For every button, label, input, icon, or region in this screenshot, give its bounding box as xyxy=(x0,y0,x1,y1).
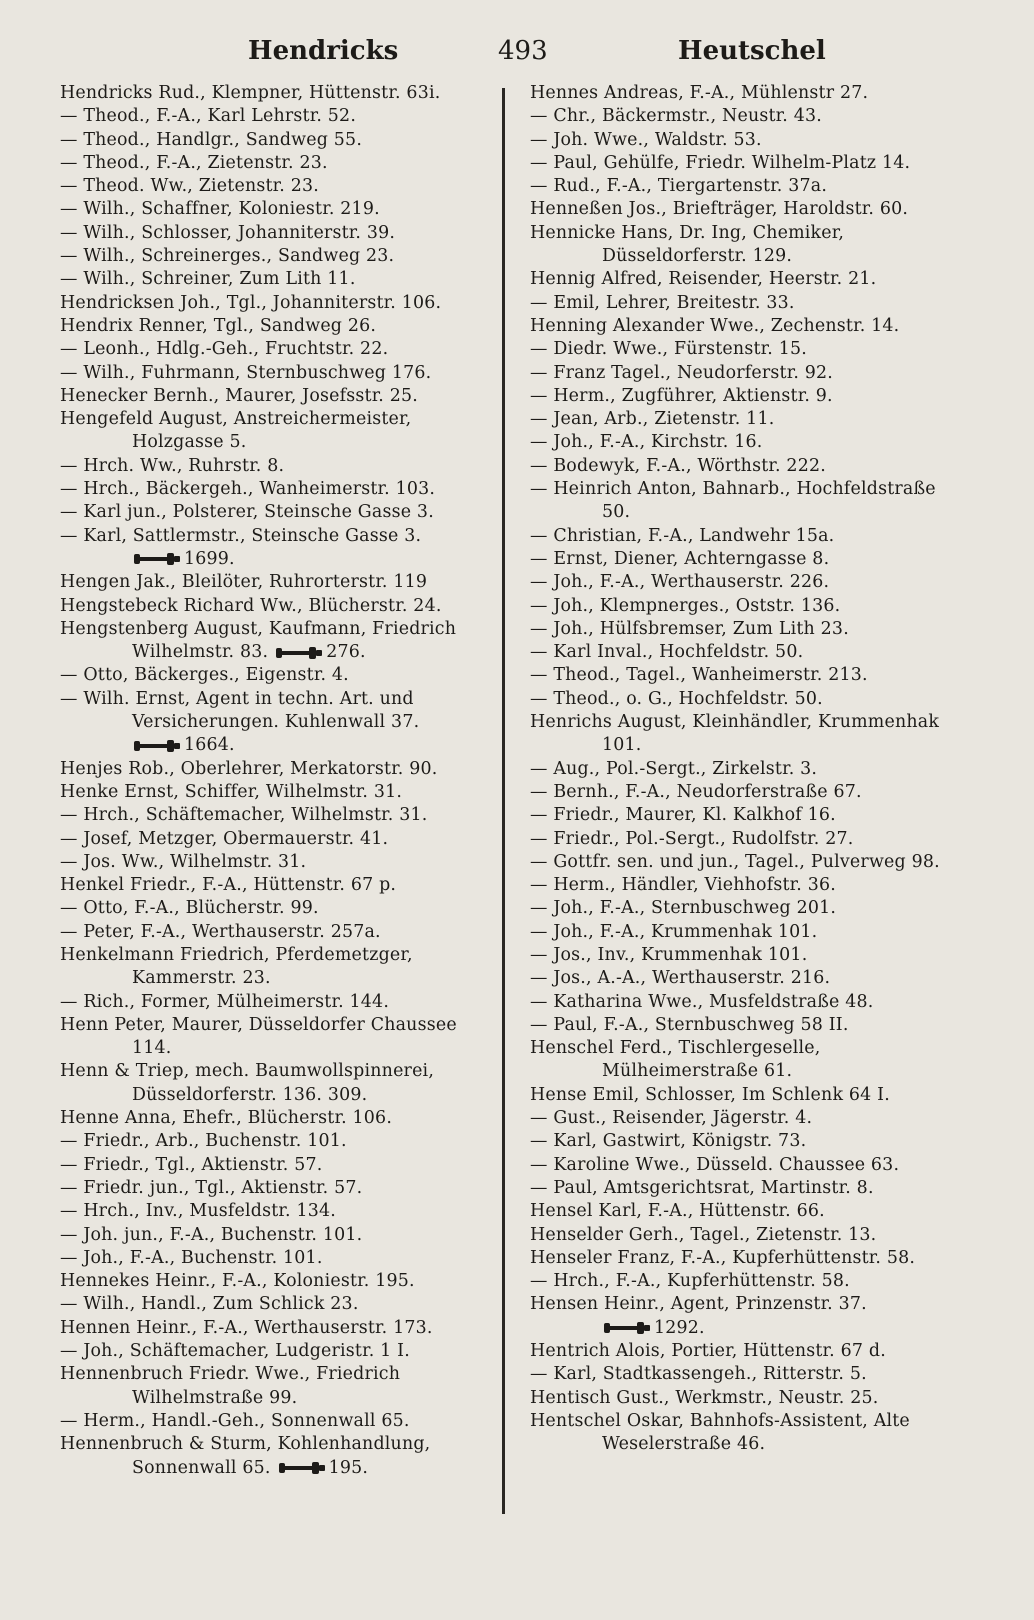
directory-entry xyxy=(530,1037,968,1084)
entry-text: — Katharina Wwe., Musfeldstraße 48. xyxy=(530,991,874,1012)
entry-text: — Theod., o. G., Hochfeldstr. 50. xyxy=(530,688,823,709)
directory-entry xyxy=(60,152,498,175)
directory-entry xyxy=(60,478,498,501)
entry-text: Henrichs August, Kleinhändler, Krummenhak 101. xyxy=(530,712,940,756)
entry-text: — Joh., F.-A., Buchenstr. 101. xyxy=(60,1247,323,1268)
directory-entry xyxy=(60,758,498,781)
directory-entry xyxy=(60,1014,498,1061)
entry-text: — Herm., Handl.-Geh., Sonnenwall 65. xyxy=(60,1410,410,1431)
column-divider xyxy=(502,88,505,1514)
entry-text: Henke Ernst, Schiffer, Wilhelmstr. 31. xyxy=(60,781,403,802)
entry-text: — Hrch. Ww., Ruhrstr. 8. xyxy=(60,455,285,476)
directory-entry xyxy=(60,175,498,198)
entry-text: Hendrix Renner, Tgl., Sandweg 26. xyxy=(60,315,377,336)
directory-entry xyxy=(60,198,498,221)
entry-text: — Karl, Sattlermstr., Steinsche Gasse 3. xyxy=(60,525,422,546)
directory-entry xyxy=(530,1387,968,1410)
entry-text: — Diedr. Wwe., Fürstenstr. 15. xyxy=(530,339,807,360)
entry-text: — Jos., A.-A., Werthauserstr. 216. xyxy=(530,968,831,989)
entry-text: — Joh., Hülfsbremser, Zum Lith 23. xyxy=(530,618,849,639)
header-left-keyword: Hendricks xyxy=(248,36,399,66)
page-number: 493 xyxy=(498,36,548,66)
directory-entry xyxy=(530,1270,968,1293)
directory-entry xyxy=(60,245,498,268)
entry-text: — Leonh., Hdlg.-Geh., Fruchtstr. 22. xyxy=(60,339,389,360)
directory-entry xyxy=(60,338,498,361)
entry-text: Hense Emil, Schlosser, Im Schlenk 64 I. xyxy=(530,1084,890,1105)
directory-entry xyxy=(530,315,968,338)
directory-entry xyxy=(60,804,498,827)
directory-entry xyxy=(530,478,968,525)
directory-entry xyxy=(60,1154,498,1177)
directory-entry xyxy=(530,1200,968,1223)
directory-entry xyxy=(530,688,968,711)
entry-text: — Aug., Pol.-Sergt., Zirkelstr. 3. xyxy=(530,758,818,779)
directory-entry xyxy=(60,991,498,1014)
entry-text: — Chr., Bäckermstr., Neustr. 43. xyxy=(530,106,822,127)
directory-entry xyxy=(60,595,498,618)
entry-text: — Otto, Bäckerges., Eigenstr. 4. xyxy=(60,665,349,686)
directory-entry xyxy=(530,362,968,385)
entry-text: — Christian, F.-A., Landwehr 15a. xyxy=(530,525,835,546)
entry-text: Hengen Jak., Bleilöter, Ruhrorterstr. 119 xyxy=(60,572,428,593)
entry-text: — Hrch., Schäftemacher, Wilhelmstr. 31. xyxy=(60,805,428,826)
directory-entry xyxy=(60,1363,498,1410)
entry-text: Hennig Alfred, Reisender, Heerstr. 21. xyxy=(530,269,877,290)
directory-entry xyxy=(60,1270,498,1293)
directory-entry xyxy=(60,1317,498,1340)
phone-number: 195. xyxy=(328,1457,369,1478)
entry-text: — Herm., Zugführer, Aktienstr. 9. xyxy=(530,385,833,406)
entry-text: Henjes Rob., Oberlehrer, Merkatorstr. 90. xyxy=(60,758,438,779)
telephone-receiver-icon xyxy=(276,647,322,659)
entry-text: Henne Anna, Ehefr., Blücherstr. 106. xyxy=(60,1108,393,1129)
directory-entry xyxy=(530,338,968,361)
entry-text: — Karl, Stadtkassengeh., Ritterstr. 5. xyxy=(530,1364,867,1385)
entry-text: Henselder Gerh., Tagel., Zietenstr. 13. xyxy=(530,1224,877,1245)
entry-text: Henning Alexander Wwe., Zechenstr. 14. xyxy=(530,315,900,336)
entry-text: — Herm., Händler, Viehhofstr. 36. xyxy=(530,875,836,896)
entry-text: Hennenbruch & Sturm, Kohlenhandlung, Sonnenwall 65. xyxy=(60,1434,431,1478)
directory-entry xyxy=(530,1340,968,1363)
entry-text: — Friedr., Pol.-Sergt., Rudolfstr. 27. xyxy=(530,828,854,849)
entry-text: Henseler Franz, F.-A., Kupferhüttenstr. 58. xyxy=(530,1247,916,1268)
entry-text: — Bernh., F.-A., Neudorferstraße 67. xyxy=(530,781,862,802)
directory-entry xyxy=(60,1293,498,1316)
directory-entry xyxy=(60,921,498,944)
entry-text: Hengstenberg August, Kaufmann, Friedrich Wilhelmstr. 83. xyxy=(60,618,457,663)
directory-entry xyxy=(60,874,498,897)
directory-entry xyxy=(60,408,498,455)
directory-entry xyxy=(60,1433,498,1480)
telephone-receiver-icon xyxy=(279,1462,325,1474)
directory-entry xyxy=(60,618,498,665)
directory-entry xyxy=(530,408,968,431)
directory-entry xyxy=(530,1247,968,1270)
directory-entry xyxy=(530,1410,968,1457)
directory-entry xyxy=(60,1107,498,1130)
entry-text: — Paul, Amtsgerichtsrat, Martinstr. 8. xyxy=(530,1177,874,1198)
directory-entry xyxy=(530,944,968,967)
entry-text: Hennicke Hans, Dr. Ing, Chemiker, Düsseldorferstr. 129. xyxy=(530,222,845,267)
entry-text: — Franz Tagel., Neudorferstr. 92. xyxy=(530,362,834,383)
directory-entry xyxy=(530,664,968,687)
entry-text: Henn & Triep, mech. Baumwollspinnerei, Düsseldorferstr. 136. 309. xyxy=(60,1061,435,1105)
entry-text: Hengefeld August, Anstreichermeister, Holzgasse 5. xyxy=(60,409,412,453)
entry-text: Hentrich Alois, Portier, Hüttenstr. 67 d. xyxy=(530,1341,886,1362)
directory-entry xyxy=(530,595,968,618)
entry-text: — Ernst, Diener, Achterngasse 8. xyxy=(530,548,830,569)
directory-entry xyxy=(530,618,968,641)
entry-text: — Rud., F.-A., Tiergartenstr. 37a. xyxy=(530,176,828,197)
entry-text: Hengstebeck Richard Ww., Blücherstr. 24. xyxy=(60,595,442,616)
entry-text: — Hrch., F.-A., Kupferhüttenstr. 58. xyxy=(530,1271,850,1292)
directory-entry xyxy=(530,222,968,269)
directory-entry xyxy=(530,781,968,804)
directory-entry xyxy=(60,664,498,687)
entry-text: — Friedr., Maurer, Kl. Kalkhof 16. xyxy=(530,805,836,826)
directory-entry xyxy=(530,1177,968,1200)
entry-text: — Gottfr. sen. und jun., Tagel., Pulverweg 98. xyxy=(530,851,940,872)
entry-text: — Karoline Wwe., Düsseld. Chaussee 63. xyxy=(530,1154,900,1175)
directory-entry xyxy=(530,804,968,827)
directory-entry xyxy=(60,82,498,105)
entry-text: — Karl, Gastwirt, Königstr. 73. xyxy=(530,1131,807,1152)
directory-entry xyxy=(60,548,498,571)
directory-entry xyxy=(60,688,498,735)
directory-entry xyxy=(60,315,498,338)
entry-text: — Friedr., Tgl., Aktienstr. 57. xyxy=(60,1154,323,1175)
directory-entry xyxy=(60,734,498,757)
directory-entry xyxy=(60,268,498,291)
directory-entry xyxy=(530,851,968,874)
directory-entry xyxy=(530,1014,968,1037)
directory-entry xyxy=(530,548,968,571)
directory-entry xyxy=(60,1060,498,1107)
directory-entry xyxy=(530,1154,968,1177)
entry-text: Henkel Friedr., F.-A., Hüttenstr. 67 p. xyxy=(60,875,397,896)
directory-entry xyxy=(60,1247,498,1270)
directory-entry xyxy=(530,1317,968,1340)
directory-entry xyxy=(60,1340,498,1363)
directory-entry xyxy=(60,1130,498,1153)
entry-text: — Theod. Ww., Zietenstr. 23. xyxy=(60,176,319,197)
directory-entry xyxy=(60,455,498,478)
directory-entry xyxy=(530,525,968,548)
directory-entry xyxy=(60,222,498,245)
directory-entry xyxy=(60,1410,498,1433)
phone-number: 276. xyxy=(326,642,366,663)
telephone-receiver-icon xyxy=(604,1322,650,1334)
directory-entry xyxy=(530,82,968,105)
entry-text: — Karl Inval., Hochfeldstr. 50. xyxy=(530,642,804,663)
entry-text: Hennes Andreas, F.-A., Mühlenstr 27. xyxy=(530,83,869,103)
entry-text: — Hrch., Inv., Musfeldstr. 134. xyxy=(60,1201,336,1222)
directory-entry xyxy=(530,758,968,781)
directory-entry xyxy=(530,571,968,594)
directory-entry xyxy=(530,431,968,454)
directory-entry xyxy=(60,385,498,408)
entry-text: Hensen Heinr., Agent, Prinzenstr. 37. xyxy=(530,1294,867,1315)
directory-entry xyxy=(530,268,968,291)
directory-entry xyxy=(530,105,968,128)
entry-text: — Joh. jun., F.-A., Buchenstr. 101. xyxy=(60,1224,363,1245)
entry-text: — Paul, Gehülfe, Friedr. Wilhelm-Platz 14. xyxy=(530,152,911,173)
directory-entry xyxy=(60,501,498,524)
directory-entry xyxy=(60,571,498,594)
directory-entry xyxy=(530,1084,968,1107)
entry-text: — Paul, F.-A., Sternbuschweg 58 II. xyxy=(530,1014,849,1035)
directory-entry xyxy=(530,1130,968,1153)
directory-entry xyxy=(530,152,968,175)
directory-entry xyxy=(530,641,968,664)
directory-entry xyxy=(60,828,498,851)
directory-entry xyxy=(530,385,968,408)
entry-text: — Gust., Reisender, Jägerstr. 4. xyxy=(530,1108,813,1129)
directory-entry xyxy=(530,828,968,851)
entry-text: — Jean, Arb., Zietenstr. 11. xyxy=(530,409,775,430)
entry-text: — Joh., F.-A., Sternbuschweg 201. xyxy=(530,898,837,919)
directory-entry xyxy=(530,129,968,152)
entry-text: Hennekes Heinr., F.-A., Koloniestr. 195. xyxy=(60,1271,415,1292)
entry-text: — Joh. Wwe., Waldstr. 53. xyxy=(530,129,762,150)
directory-entry xyxy=(60,1200,498,1223)
entry-text: — Joh., Klempnerges., Oststr. 136. xyxy=(530,595,841,616)
entry-text: — Jos. Ww., Wilhelmstr. 31. xyxy=(60,851,307,872)
directory-entry xyxy=(530,897,968,920)
entry-text: — Otto, F.-A., Blücherstr. 99. xyxy=(60,898,319,919)
directory-entry xyxy=(530,874,968,897)
entry-text: — Wilh., Fuhrmann, Sternbuschweg 176. xyxy=(60,362,432,383)
entry-text: — Karl jun., Polsterer, Steinsche Gasse 3. xyxy=(60,502,434,523)
entry-text: — Joh., F.-A., Krummenhak 101. xyxy=(530,921,818,942)
entry-text: — Hrch., Bäckergeh., Wanheimerstr. 103. xyxy=(60,479,436,500)
left-column xyxy=(60,82,498,1480)
entry-text: — Wilh., Schaffner, Koloniestr. 219. xyxy=(60,199,380,220)
entry-text: — Joh., Schäftemacher, Ludgeristr. 1 I. xyxy=(60,1341,410,1362)
directory-entry xyxy=(60,525,498,548)
entry-text: Henschel Ferd., Tischlergeselle, Mülheimerstraße 61. xyxy=(530,1038,821,1082)
entry-text: — Jos., Inv., Krummenhak 101. xyxy=(530,944,808,965)
directory-entry xyxy=(60,897,498,920)
header-right-keyword: Heutschel xyxy=(678,36,826,66)
entry-text: — Theod., F.-A., Zietenstr. 23. xyxy=(60,152,328,173)
entry-text: Henneßen Jos., Briefträger, Haroldstr. 60. xyxy=(530,199,909,220)
entry-text: — Emil, Lehrer, Breitestr. 33. xyxy=(530,292,795,313)
directory-entry xyxy=(60,105,498,128)
entry-text: — Bodewyk, F.-A., Wörthstr. 222. xyxy=(530,455,826,476)
directory-entry xyxy=(530,921,968,944)
right-column xyxy=(530,82,968,1457)
phone-number: 1292. xyxy=(654,1317,705,1338)
directory-entry xyxy=(60,851,498,874)
page-header xyxy=(0,32,1034,72)
directory-entry xyxy=(530,991,968,1014)
entry-text: Hentisch Gust., Werkmstr., Neustr. 25. xyxy=(530,1387,879,1408)
entry-text: — Theod., Tagel., Wanheimerstr. 213. xyxy=(530,665,868,686)
entry-text: Hendricks Rud., Klempner, Hüttenstr. 63i. xyxy=(60,83,441,103)
entry-text: — Wilh., Schlosser, Johanniterstr. 39. xyxy=(60,222,396,243)
entry-text: Henkelmann Friedrich, Pferdemetzger, Kammerstr. 23. xyxy=(60,944,413,989)
directory-entry xyxy=(60,292,498,315)
directory-entry xyxy=(530,198,968,221)
entry-text: — Joh., F.-A., Kirchstr. 16. xyxy=(530,432,763,453)
directory-entry xyxy=(60,781,498,804)
entry-text: Hentschel Oskar, Bahnhofs-Assistent, Alte Weselerstraße 46. xyxy=(530,1410,910,1455)
phone-number: 1699. xyxy=(184,548,235,569)
directory-entry xyxy=(530,1107,968,1130)
directory-entry xyxy=(60,1177,498,1200)
directory-entry xyxy=(530,967,968,990)
entry-text: — Friedr. jun., Tgl., Aktienstr. 57. xyxy=(60,1177,363,1198)
entry-text: — Joh., F.-A., Werthauserstr. 226. xyxy=(530,572,830,593)
entry-text: — Wilh. Ernst, Agent in techn. Art. und Versicherungen. Kuhlenwall 37. xyxy=(60,688,420,733)
entry-text: Henn Peter, Maurer, Düsseldorfer Chaussee 114. xyxy=(60,1014,457,1059)
entry-text: — Wilh., Schreiner, Zum Lith 11. xyxy=(60,269,356,290)
entry-text: — Theod., Handlgr., Sandweg 55. xyxy=(60,129,363,150)
directory-entry xyxy=(530,455,968,478)
entry-text: — Heinrich Anton, Bahnarb., Hochfeldstraße 50. xyxy=(530,479,936,523)
directory-entry xyxy=(60,362,498,385)
entry-text: — Friedr., Arb., Buchenstr. 101. xyxy=(60,1131,347,1152)
entry-text: Hennenbruch Friedr. Wwe., Friedrich Wilhelmstraße 99. xyxy=(60,1364,401,1408)
directory-entry xyxy=(60,1224,498,1247)
entry-text: — Josef, Metzger, Obermauerstr. 41. xyxy=(60,828,389,849)
entry-text: Hennen Heinr., F.-A., Werthauserstr. 173. xyxy=(60,1317,433,1338)
entry-text: Hendricksen Joh., Tgl., Johanniterstr. 106. xyxy=(60,292,442,313)
phone-number: 1664. xyxy=(184,735,235,756)
directory-entry xyxy=(60,944,498,991)
telephone-receiver-icon xyxy=(134,553,180,565)
directory-entry xyxy=(530,1224,968,1247)
directory-entry xyxy=(530,1363,968,1386)
directory-entry xyxy=(530,1293,968,1316)
entry-text: Hensel Karl, F.-A., Hüttenstr. 66. xyxy=(530,1201,825,1222)
directory-entry xyxy=(60,129,498,152)
telephone-receiver-icon xyxy=(134,740,180,752)
directory-entry xyxy=(530,292,968,315)
directory-entry xyxy=(530,175,968,198)
entry-text: — Rich., Former, Mülheimerstr. 144. xyxy=(60,991,390,1012)
entry-text: — Wilh., Handl., Zum Schlick 23. xyxy=(60,1294,359,1315)
entry-text: — Wilh., Schreinerges., Sandweg 23. xyxy=(60,246,395,267)
entry-text: Henecker Bernh., Maurer, Josefsstr. 25. xyxy=(60,385,419,406)
directory-entry xyxy=(530,711,968,758)
entry-text: — Peter, F.-A., Werthauserstr. 257a. xyxy=(60,921,381,942)
entry-text: — Theod., F.-A., Karl Lehrstr. 52. xyxy=(60,106,357,127)
